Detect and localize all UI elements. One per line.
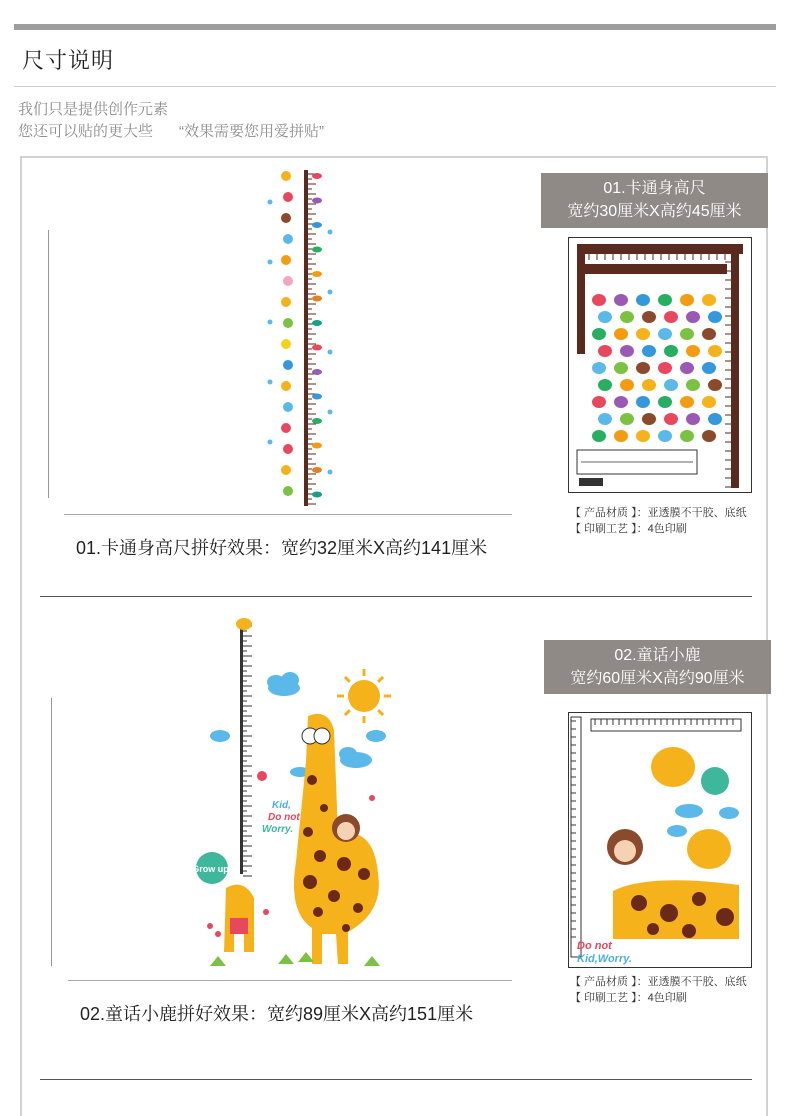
sticker-sheet-1 [569, 238, 751, 492]
intro-line-2-text: 您还可以贴的更大些 [18, 123, 154, 140]
spec-material-2: 【 产品材质 】：亚透膜不干胶、底纸 [570, 976, 747, 988]
caption-2: 02.童话小鹿拼好效果：宽约89厘米X高约151厘米 [80, 1004, 474, 1024]
grow-up-badge-text: Grow up! [192, 864, 232, 874]
side-line-2 [51, 698, 52, 966]
sticker-sheet-2 [569, 713, 751, 967]
badge-2-line1: 02.童话小鹿 [614, 647, 701, 664]
section-divider-2 [40, 1079, 752, 1080]
intro-line-2 [18, 120, 324, 141]
intro-quote: “效果需要您用爱拼贴” [179, 123, 325, 140]
product-badge-1 [541, 173, 768, 228]
caption-underline-2 [68, 980, 512, 981]
side-line-1 [48, 230, 49, 498]
height-ruler-illustration-1 [258, 158, 354, 512]
section-divider-1 [40, 596, 752, 597]
slogan-line-2: Do not [268, 812, 300, 823]
product-badge-2 [544, 640, 771, 694]
spec-material-1: 【 产品材质 】：亚透膜不干胶、底纸 [570, 507, 747, 519]
intro-line-1: 我们只是提供创作元素 [18, 101, 169, 118]
caption-underline-1 [64, 514, 512, 515]
title-underline [14, 86, 776, 87]
caption-1: 01.卡通身高尺拼好效果：宽约32厘米X高约141厘米 [76, 538, 488, 558]
thumb-slogan-1: Do not [577, 940, 612, 952]
badge-1-line2: 宽约30厘米X高约45厘米 [567, 203, 742, 220]
slogan-line-3: Worry. [262, 824, 294, 835]
spec-print-1: 【 印刷工艺 】：4色印刷 [570, 523, 687, 535]
product-thumbnail-1 [568, 237, 752, 493]
badge-2-line2: 宽约60厘米X高约90厘米 [570, 670, 745, 687]
product-thumbnail-2 [568, 712, 752, 968]
spec-print-2: 【 印刷工艺 】：4色印刷 [570, 992, 687, 1004]
badge-1-line1: 01.卡通身高尺 [603, 180, 706, 197]
slogan-line-1: Kid, [272, 800, 291, 811]
page-title: 尺寸说明 [22, 48, 115, 73]
top-divider-bar [14, 24, 776, 30]
giraffe-illustration-2 [188, 612, 424, 978]
thumb-slogan-2: Kid,Worry. [577, 953, 633, 965]
